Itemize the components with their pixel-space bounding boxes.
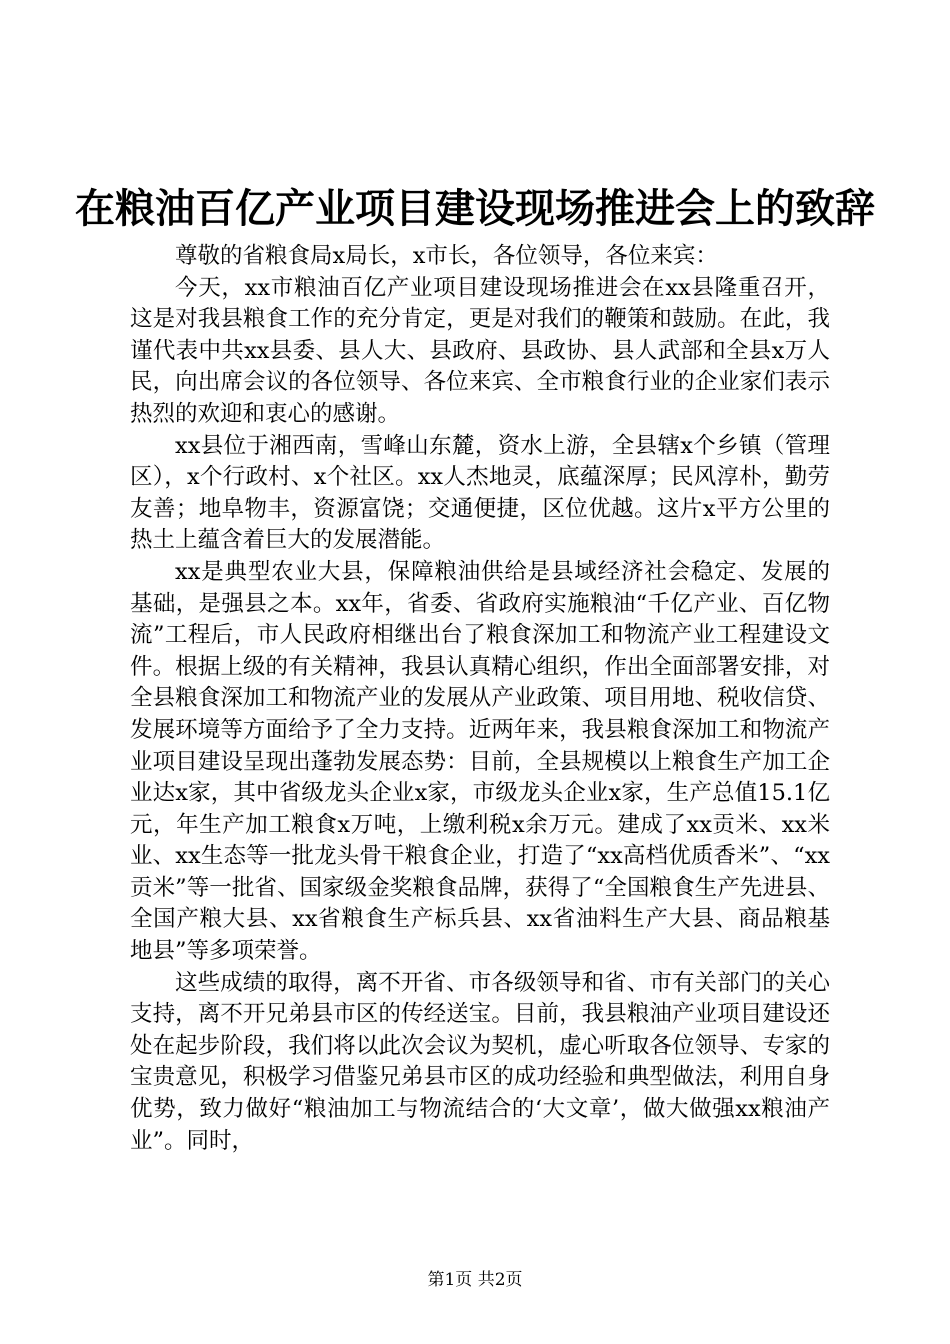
paragraph-welcome: 今天，xx市粮油百亿产业项目建设现场推进会在xx县隆重召开，这是对我县粮食工作的充分肯定，更是对我们的鞭策和鼓励。在此，我谨代表中共xx县委、县人大、县政府、县政协、县人武部和全县x万人民，向出席会议的各位领导、各位来宾、全市粮食行业的企业家们表示热烈的欢迎和衷心的感谢。 xyxy=(130,274,830,427)
document-body xyxy=(130,241,830,1157)
paragraph-county-intro: xx县位于湘西南，雪峰山东麓，资水上游，全县辖x个乡镇（管理区），x个行政村、x个社区。xx人杰地灵，底蕴深厚；民风淳朴，勤劳友善；地阜物丰，资源富饶；交通便捷，区位优越。这片x平方公里的热土上蕴含着巨大的发展潜能。 xyxy=(130,432,830,554)
paragraph-achievements: xx是典型农业大县，保障粮油供给是县域经济社会稳定、发展的基础，是强县之本。xx年，省委、省政府实施粮油“千亿产业、百亿物流”工程后，市人民政府相继出台了粮食深加工和物流产业工程建设文件。根据上级的有关精神，我县认真精心组织，作出全面部署安排，对全县粮食深加工和物流产业的发展从产业政策、项目用地、税收信贷、发展环境等方面给予了全力支持。近两年来，我县粮食深加工和物流产业项目建设呈现出蓬勃发展态势：目前，全县规模以上粮食生产加工企业达x家，其中省级龙头企业x家，市级龙头企业x家，生产总值15.1亿元，年生产加工粮食x万吨，上缴利税x余万元。建成了xx贡米、xx米业、xx生态等一批龙头骨干粮食企业，打造了“xx高档优质香米”、“xx贡米”等一批省、国家级金奖粮食品牌，获得了“全国粮食生产先进县、全国产粮大县、xx省粮食生产标兵县、xx省油料生产大县、商品粮基地县”等多项荣誉。 xyxy=(130,558,830,965)
paragraph-acknowledgement: 这些成绩的取得，离不开省、市各级领导和省、市有关部门的关心支持，离不开兄弟县市区的传经送宝。目前，我县粮油产业项目建设还处在起步阶段，我们将以此次会议为契机，虚心听取各位领导、专家的宝贵意见，积极学习借鉴兄弟县市区的成功经验和典型做法，利用自身优势，致力做好“粮油加工与物流结合的‘大文章’，做大做强xx粮油产业”。同时， xyxy=(130,969,830,1154)
page-number-footer: 第1页 共2页 xyxy=(427,1270,523,1290)
document-title: 在粮油百亿产业项目建设现场推进会上的致辞 xyxy=(75,186,875,232)
paragraph-salutation: 尊敬的省粮食局x局长，x市长，各位领导，各位来宾： xyxy=(175,243,718,269)
